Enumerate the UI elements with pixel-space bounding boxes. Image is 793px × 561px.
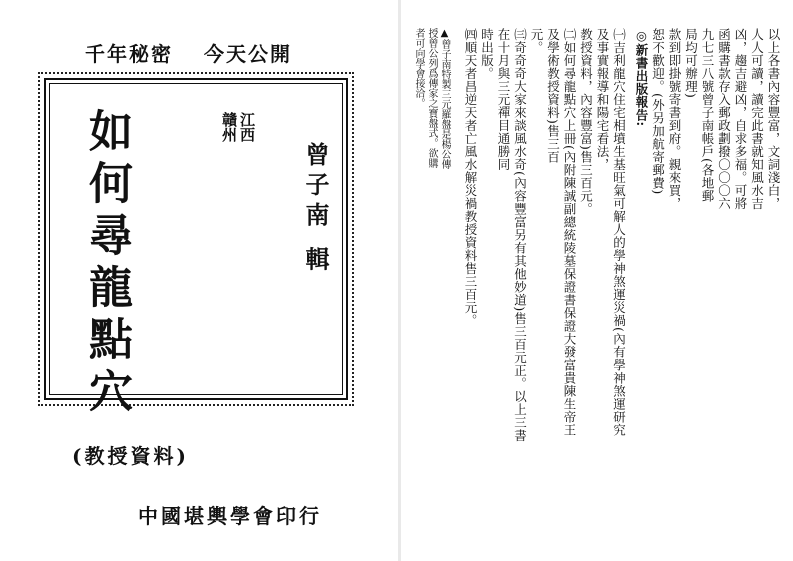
announcement-columns (462, 28, 782, 448)
subtitle: (教授資料) (72, 444, 189, 468)
text-column: ㈢奇奇奇大家來談風水奇(內容豐富另有其他妙道)售三百元正。以上三書在十月與三元禪目通勝同 (496, 28, 528, 442)
text-column: ㈣順天者昌逆天者亡風水解災禍教授資料售三百元。 (463, 28, 478, 327)
text-column: 函購書款存入郵政劃撥〇〇〇六 (716, 28, 732, 210)
new-books-heading: ◎新書出版報告: (634, 28, 649, 127)
author-region (220, 112, 256, 142)
slogan-part-2: 今天公開 (203, 42, 292, 66)
text-column: 元。 (529, 28, 544, 54)
text-column: ㈠吉利龍穴住宅相墳生基旺氣可解人的學神煞運災禍(內有學神煞運研究及事實報導和陽宅看法， (595, 28, 627, 437)
text-column: 九七三八號曾子南帳戶(各地郵 (700, 28, 715, 203)
text-column: 教授資料，內容豐富)售三百元。 (578, 28, 594, 216)
book-title: 如何尋龍點穴 (81, 108, 132, 420)
region-line-2: 贛州 (220, 112, 238, 142)
note-line: 授曾公列爲傳家之寶盤式。欲購 (426, 28, 437, 168)
text-column: ㈡如何尋龍點穴上冊(內附陳誠副總統陵墓保證書保證大發富貴陳生帝王及學術教授資料)售三百 (545, 28, 577, 437)
text-column: 時出版。 (479, 28, 495, 80)
note-line: 者可向學會接洽。 (413, 28, 424, 108)
text-column: 以上各書內容豐富，文詞淺白， (766, 28, 781, 210)
note-line: ▲曾子南特製三元羅盤是楊公傳 (439, 28, 450, 169)
text-column: 恕不歡迎。(外另加航寄郵費) (650, 28, 666, 195)
publisher: 中國堪輿學會印行 (138, 504, 322, 528)
text-column: 人人可讀，讀完此書就知風水吉 (749, 28, 765, 210)
note-block-1 (412, 28, 451, 178)
text-column: 凶，趨吉避凶，自求多福。可將 (733, 28, 748, 210)
right-page (400, 0, 793, 561)
text-column: 局均可辦理) (683, 28, 699, 99)
editor-name: 曾子南 輯 (301, 142, 330, 277)
text-column: 款到即掛號寄書到府。親來買， (667, 28, 682, 210)
region-line-1: 江西 (238, 112, 256, 142)
slogan-part-1: 千年秘密 (85, 42, 173, 66)
slogan (85, 38, 345, 67)
